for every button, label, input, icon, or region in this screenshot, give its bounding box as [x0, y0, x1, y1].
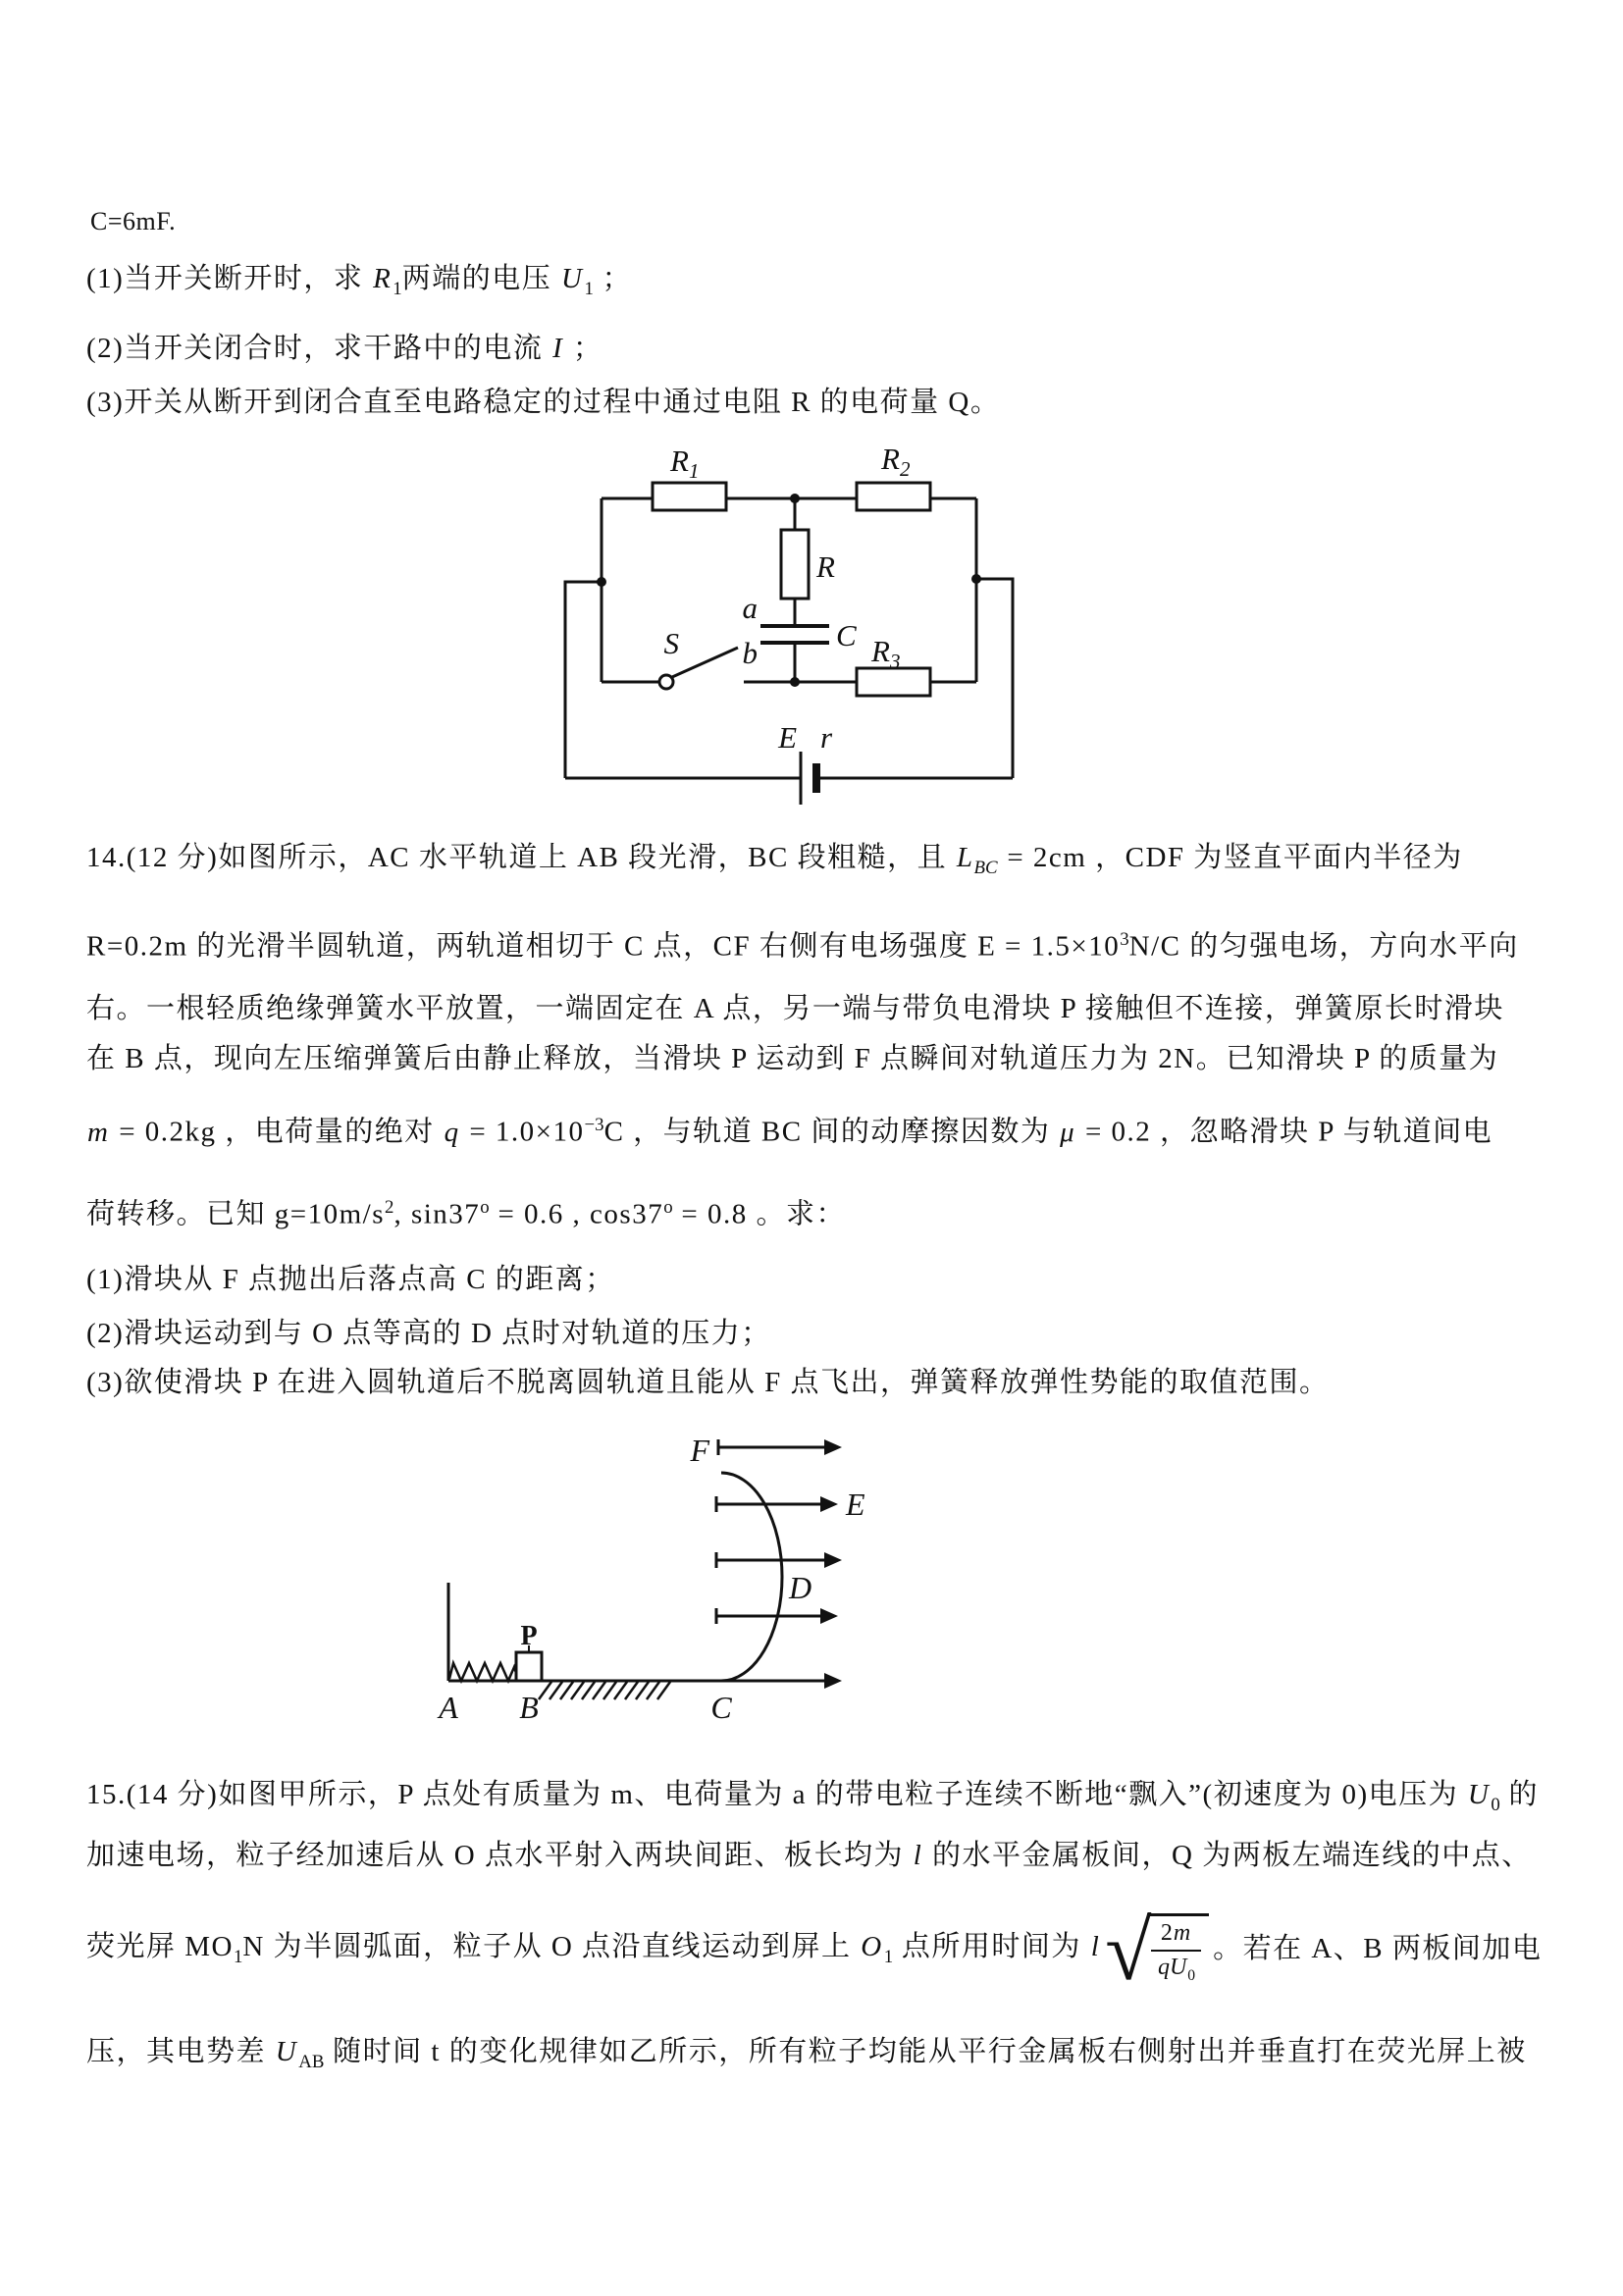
q13-part-2: (2)当开关闭合时，求干路中的电流 I ； — [86, 333, 603, 364]
q14-part-3: (3)欲使滑块 P 在进入圆轨道后不脱离圆轨道且能从 F 点飞出，弹簧释放弹性势能的取值范围。 — [86, 1367, 1330, 1398]
node-left — [597, 577, 606, 587]
node-top-middle — [790, 494, 800, 503]
node-right — [971, 574, 981, 584]
switch-lever — [672, 648, 738, 677]
capacitance-value-line: C=6mF. — [90, 207, 177, 235]
q14-line-6: 荷转移。已知 $g=10m/s^2$, $\sin 37^o = 0.6$ , $\cos 37^o = 0.8$ 。求： — [86, 1197, 846, 1230]
fraction-numerator: 2m — [1160, 1920, 1191, 1946]
point-c-label: C — [710, 1690, 732, 1725]
block-p — [516, 1652, 542, 1681]
resistor-r-label: R — [816, 549, 835, 584]
sqrt-expression — [1105, 1904, 1209, 1999]
fraction — [1151, 1919, 1201, 1985]
switch-label: S — [663, 626, 679, 660]
q14-line-5: m = 0.2kg ，电荷量的绝对 $q = 1.0\times 10^{-3}C$ ，与轨道 BC 间的动摩擦因数为 μ = 0.2 ，忽略滑块 P 与轨道间电 — [87, 1115, 1493, 1148]
q13-part-1: (1)当开关断开时，求 $R_1$两端的电压 $U_1$ ； — [86, 263, 633, 299]
capacitor-label: C — [836, 618, 857, 652]
resistor-r2-label: $R_2$ — [881, 442, 911, 481]
q15-line-1: 15.(14 分)如图甲所示，P 点处有质量为 m、电荷量为 a 的带电粒子连续不断地“飘入”(初速度为 0)电压为 $U_0$ 的 — [86, 1779, 1539, 1815]
resistor-r2-box — [857, 483, 930, 510]
point-f-label: F — [690, 1433, 709, 1468]
q14-part-2: (2)滑块运动到与 O 点等高的 D 点时对轨道的压力； — [86, 1318, 771, 1349]
q14-line-2: R=0.2m 的光滑半圆轨道，两轨道相切于 C 点，CF 右侧有电场强度 $E = 1.5\times 10^3N/C$ 的匀强电场，方向水平向 — [86, 929, 1519, 963]
plate-a-label: a — [742, 591, 758, 625]
point-a-label: A — [439, 1690, 458, 1725]
point-d-label: D — [789, 1570, 812, 1605]
rough-surface-hatching — [539, 1682, 670, 1699]
spring — [449, 1663, 516, 1681]
q14-line-3: 右。一根轻质绝缘弹簧水平放置，一端固定在 A 点，另一端与带负电滑块 P 接触但不连接，弹簧原长时滑块 — [86, 993, 1504, 1024]
q15-line-2: 加速电场，粒子经加速后从 O 点水平射入两块间距、板长均为 l 的水平金属板间，Q 为两板左端连线的中点、 — [86, 1840, 1532, 1871]
resistor-r1-label: $R_1$ — [670, 444, 700, 483]
internal-resistance-label: r — [820, 720, 833, 755]
node-bottom-middle — [790, 677, 800, 687]
q15-line-3 — [86, 1904, 1543, 1999]
resistor-r3-label: $R_3$ — [871, 634, 901, 673]
track-diagram — [334, 1428, 883, 1756]
q13-part-3: (3)开关从断开到闭合直至电路稳定的过程中通过电阻 R 的电荷量 Q。 — [86, 387, 1001, 418]
field-e-label: E — [846, 1487, 865, 1522]
radical-sign-icon: √ — [1105, 1904, 1153, 1999]
circuit-diagram — [373, 420, 1040, 842]
q15-line-3-post: 。若在 A、B 两板间加电 — [1213, 1932, 1543, 1964]
q15-line-4: 压，其电势差 $U_{AB}$ 随时间 t 的变化规律如乙所示，所有粒子均能从平行金属板右侧射出并垂直打在荧光屏上被 — [86, 2036, 1527, 2072]
plate-b-label: b — [742, 636, 758, 670]
q14-line-1: 14.(12 分)如图所示，AC 水平轨道上 AB 段光滑，BC 段粗糙，且 $L_{BC} = 2cm$ ，CDF 为竖直平面内半径为 — [86, 842, 1463, 878]
wire-left-outer — [565, 582, 602, 778]
resistor-r1-box — [653, 483, 726, 510]
point-b-label: B — [519, 1690, 539, 1725]
wire-right-outer — [976, 579, 1013, 778]
switch-pivot — [659, 675, 673, 689]
fraction-denominator: $qU_0$ — [1151, 1950, 1201, 1986]
emf-label: E — [778, 720, 797, 755]
q14-line-4: 在 B 点，现向左压缩弹簧后由静止释放，当滑块 P 运动到 F 点瞬间对轨道压力为 2N。已知滑块 P 的质量为 — [86, 1043, 1499, 1074]
q15-line-3-pre: 荧光屏 $MO_1N$ 为半圆弧面，粒子从 O 点沿直线运动到屏上 $O_1$ 点所用时间为 l — [86, 1930, 1101, 1967]
resistor-r-box — [781, 530, 809, 599]
q14-part-1: (1)滑块从 F 点抛出后落点高 C 的距离； — [86, 1264, 615, 1295]
radicand — [1147, 1913, 1209, 1985]
block-p-label: P — [520, 1621, 538, 1651]
